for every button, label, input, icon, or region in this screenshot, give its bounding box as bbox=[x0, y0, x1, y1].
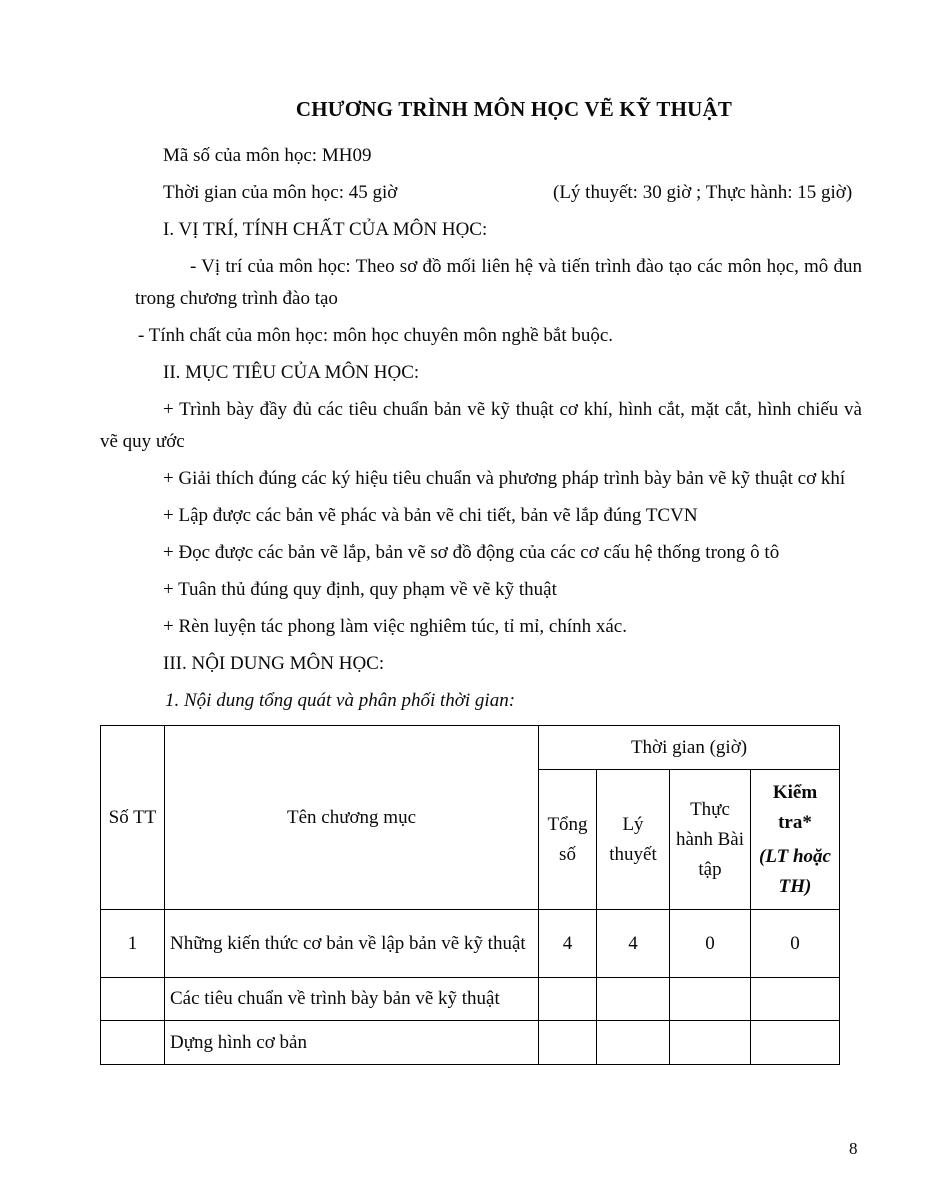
objective-item-1: + Trình bày đầy đủ các tiêu chuẩn bản vẽ kỹ thuật cơ khí, hình cắt, mặt cắt, hình chiếu và vẽ quy ước bbox=[100, 399, 862, 452]
subject-code-line: Mã số của môn học: MH09 bbox=[163, 145, 372, 166]
cell-ly-thuyet bbox=[597, 1021, 670, 1065]
header-so-tt: Số TT bbox=[101, 726, 165, 910]
table-header-row-top bbox=[101, 726, 840, 770]
cell-so-tt bbox=[101, 978, 165, 1021]
objective-item-5: + Tuân thủ đúng quy định, quy phạm về vẽ kỹ thuật bbox=[163, 579, 557, 600]
header-thuc-hanh: Thực hành Bài tập bbox=[670, 770, 751, 910]
cell-ly-thuyet: 4 bbox=[597, 910, 670, 978]
table-row bbox=[101, 910, 840, 978]
cell-tong-so: 4 bbox=[539, 910, 597, 978]
header-kiem-tra bbox=[751, 770, 840, 910]
cell-chapter-title: Những kiến thức cơ bản về lập bản vẽ kỹ thuật bbox=[165, 910, 539, 978]
header-ly-thuyet: Lý thuyết bbox=[597, 770, 670, 910]
cell-thuc-hanh bbox=[670, 1021, 751, 1065]
cell-thuc-hanh: 0 bbox=[670, 910, 751, 978]
cell-kiem-tra: 0 bbox=[751, 910, 840, 978]
property-item: - Tính chất của môn học: môn học chuyên môn nghề bắt buộc. bbox=[138, 325, 614, 346]
duration-line bbox=[100, 177, 862, 209]
cell-so-tt bbox=[101, 1021, 165, 1065]
header-thoi-gian: Thời gian (giờ) bbox=[539, 726, 840, 770]
header-ten-chuong-muc: Tên chương mục bbox=[165, 726, 539, 910]
section-iii-heading: III. NỘI DUNG MÔN HỌC: bbox=[163, 653, 385, 674]
content-summary-table bbox=[100, 725, 840, 1065]
cell-kiem-tra bbox=[751, 1021, 840, 1065]
objective-item-3: + Lập được các bản vẽ phác và bản vẽ chi tiết, bản vẽ lắp đúng TCVN bbox=[163, 505, 698, 526]
cell-ly-thuyet bbox=[597, 978, 670, 1021]
position-item: - Vị trí của môn học: Theo sơ đồ mối liên hệ và tiến trình đào tạo các môn học, mô đun trong chương trình đào tạo bbox=[135, 256, 862, 309]
document-title: CHƯƠNG TRÌNH MÔN HỌC VẼ KỸ THUẬT bbox=[295, 97, 733, 121]
table-row bbox=[101, 1021, 840, 1065]
section-i-heading: I. VỊ TRÍ, TÍNH CHẤT CỦA MÔN HỌC: bbox=[163, 219, 488, 240]
cell-so-tt: 1 bbox=[101, 910, 165, 978]
table-row bbox=[101, 978, 840, 1021]
cell-thuc-hanh bbox=[670, 978, 751, 1021]
cell-chapter-item: Các tiêu chuẩn về trình bày bản vẽ kỹ thuật bbox=[165, 978, 539, 1021]
objective-item-6: + Rèn luyện tác phong làm việc nghiêm túc, tỉ mỉ, chính xác. bbox=[163, 616, 627, 637]
cell-tong-so bbox=[539, 978, 597, 1021]
header-tong-so: Tổng số bbox=[539, 770, 597, 910]
header-kiem-tra-note: (LT hoặc TH) bbox=[759, 845, 831, 897]
cell-kiem-tra bbox=[751, 978, 840, 1021]
section-ii-heading: II. MỤC TIÊU CỦA MÔN HỌC: bbox=[163, 362, 420, 383]
cell-chapter-item: Dựng hình cơ bản bbox=[165, 1021, 539, 1065]
duration-text: Thời gian của môn học: 45 giờ bbox=[163, 182, 398, 203]
content-subheading: 1. Nội dung tổng quát và phân phối thời gian: bbox=[165, 690, 516, 711]
cell-tong-so bbox=[539, 1021, 597, 1065]
objective-item-4: + Đọc được các bản vẽ lắp, bản vẽ sơ đồ động của các cơ cấu hệ thống trong ô tô bbox=[163, 542, 780, 563]
duration-detail: (Lý thuyết: 30 giờ ; Thực hành: 15 giờ) bbox=[553, 182, 853, 203]
header-kiem-tra-label: Kiểm tra* bbox=[772, 781, 818, 833]
objective-item-2: + Giải thích đúng các ký hiệu tiêu chuẩn và phương pháp trình bày bản vẽ kỹ thuật cơ khí bbox=[163, 468, 846, 489]
page-number: 8 bbox=[849, 1139, 858, 1158]
document-content bbox=[100, 97, 862, 1065]
